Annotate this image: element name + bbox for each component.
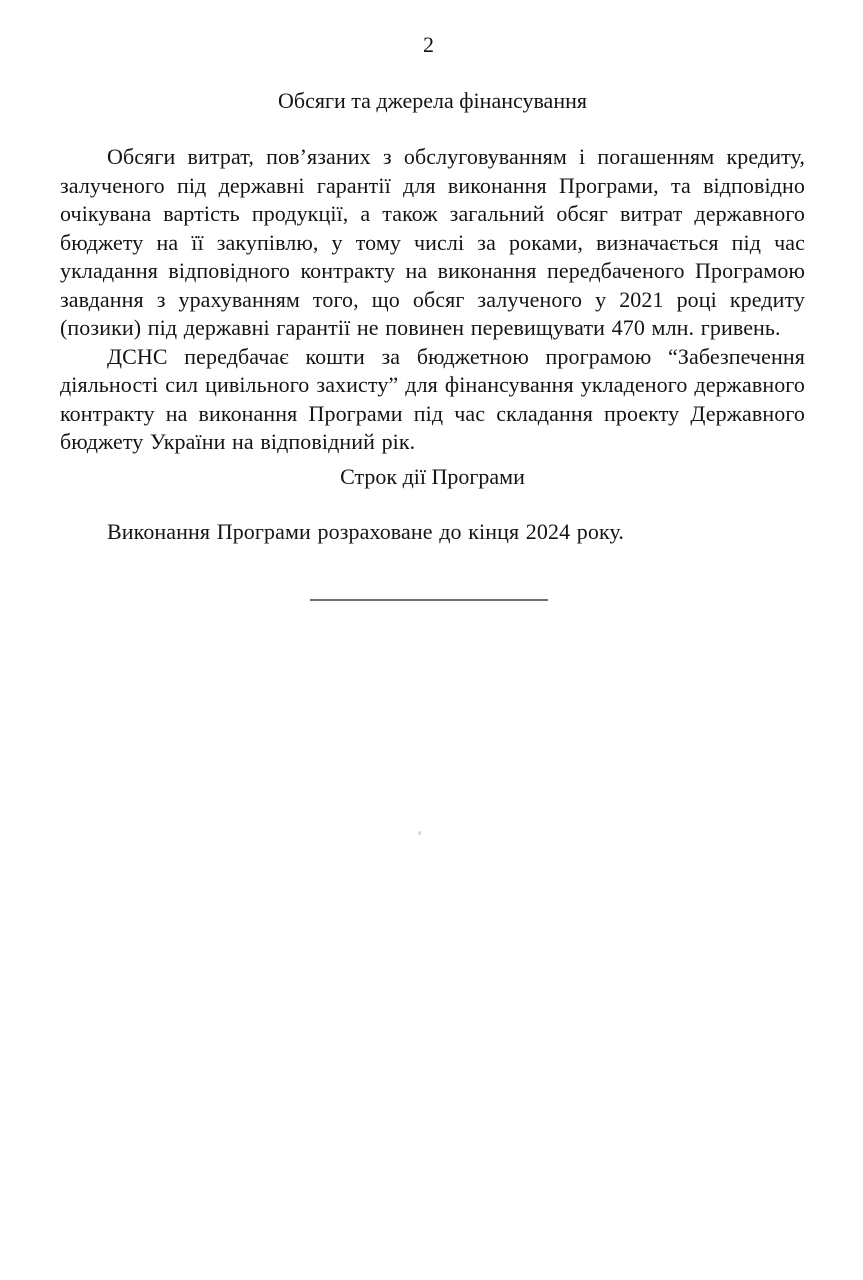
bottom-divider-line [310, 599, 548, 601]
section-heading-financing-sources: Обсяги та джерела фінансування [278, 88, 587, 113]
scan-artifact-speck [418, 831, 421, 835]
paragraph-financing-volumes: Обсяги витрат, пов’язаних з обслуговуванням і погашенням кредиту, залученого під державні гарантії для виконання Програми, та відповідно очікувана вартість продукції, а також загальний обсяг витрат державного бюджету на її закупівлю, у тому числі за роками, визначається під час укладання відповідного контракту на виконання передбаченого Програмою завдання з урахуванням того, що обсяг залученого у 2021 році кредиту (позики) під державні гарантії не повинен перевищувати 470 млн. гривень. [60, 144, 805, 340]
section-heading-program-term: Строк дії Програми [340, 463, 525, 489]
page-number: 2 [423, 32, 434, 57]
paragraph-program-term: Виконання Програми розраховане до кінця 2024 року. [107, 518, 624, 544]
paragraph-budget-program: ДСНС передбачає кошти за бюджетною програмою “Забезпечення діяльності сил цивільного захисту” для фінансування укладеного державного контракту на виконання Програми під час складання проекту Державного бюджету України на відповідний рік. [60, 343, 805, 454]
